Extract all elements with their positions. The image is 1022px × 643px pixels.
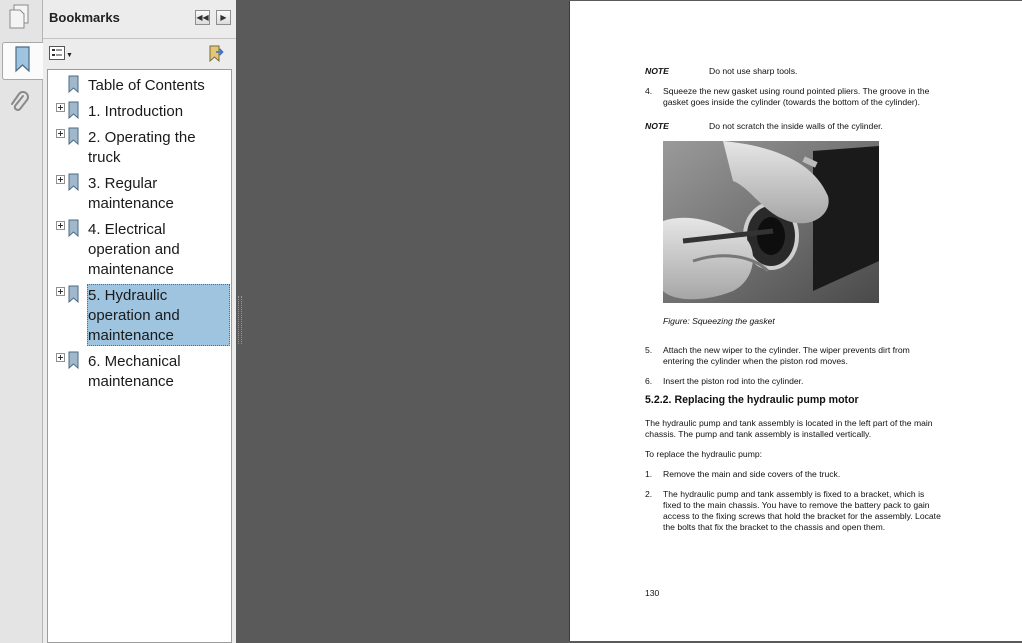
bookmark-icon [67,75,81,98]
panel-menu-button[interactable] [216,10,231,25]
note-text: Do not scratch the inside walls of the cylinder. [709,121,883,131]
step-number: 1. [645,469,653,479]
expand-plus-icon[interactable] [56,103,65,112]
step-text: Squeeze the new gasket using round pointed pliers. The groove in the gasket goes inside the cylinder (towards the bottom of the cylinder). [663,86,930,107]
bookmarks-panel-button[interactable] [2,42,43,80]
bookmark-label: 5. Hydraulic operation and maintenance [88,287,180,344]
expand-plus-icon[interactable] [56,221,65,230]
bookmark-label: Table of Contents [88,77,205,94]
chevron-down-icon: ▼ [66,52,73,59]
step-text: Remove the main and side covers of the truck. [663,469,841,479]
collapse-panel-button[interactable] [195,10,210,25]
bookmark-label: 3. Regular maintenance [88,175,174,212]
step-text: The hydraulic pump and tank assembly is fixed to a bracket, which is fixed to the main chassis. You have to remove the battery pack to gain access to the fixing screws that hold the bracket for the assembly. Locate the bolts that fix the bracket to the chassis and open them. [663,489,941,532]
expand-plus-icon[interactable] [56,175,65,184]
expand-plus-icon[interactable] [56,353,65,362]
note-label: NOTE [645,66,669,76]
navigation-rail [0,0,43,643]
paragraph: To replace the hydraulic pump: [645,449,763,459]
document-page [569,1,1022,641]
figure-caption: Figure: Squeezing the gasket [663,316,775,326]
bookmark-icon [67,351,81,374]
step-text: Attach the new wiper to the cylinder. The wiper prevents dirt from entering the cylinder when the piston rod moves. [663,345,910,366]
bookmark-label: 1. Introduction [88,103,184,120]
bookmark-icon [67,173,81,196]
paperclip-icon [8,90,30,121]
step-number: 6. [645,376,653,386]
options-list-icon [49,46,65,65]
step-number: 2. [645,489,653,499]
attachments-button[interactable] [4,90,34,120]
bookmark-icon [67,285,81,308]
pages-icon [7,4,31,35]
bookmarks-toolbar [43,39,236,69]
panel-title: Bookmarks [49,10,120,25]
expand-current-bookmark-button[interactable] [206,44,226,69]
bookmark-label: 4. Electrical operation and maintenance [88,221,180,278]
bookmark-tree [47,69,232,643]
splitter-grip[interactable] [238,296,242,344]
panel-header [43,0,236,39]
triangle-right-icon: ▶ [220,12,227,22]
double-chevron-left-icon: ◀◀ [196,12,209,22]
note-text: Do not use sharp tools. [709,66,798,76]
page-number: 130 [645,588,660,598]
bookmark-icon [67,127,81,150]
bookmark-icon [67,219,81,242]
step-number: 5. [645,345,653,355]
bookmark-icon [67,101,81,124]
step-number: 4. [645,86,653,96]
expand-plus-icon[interactable] [56,287,65,296]
figure-photo [663,141,879,303]
note-label: NOTE [645,121,669,131]
bookmark-label: 2. Operating the truck [88,129,196,166]
paragraph: The hydraulic pump and tank assembly is located in the left part of the main chassis. The pump and tank assembly is installed vertically. [645,418,933,439]
options-dropdown-button[interactable] [49,46,73,65]
pages-button[interactable] [4,4,34,34]
section-heading: 5.2.2. Replacing the hydraulic pump motor [645,394,859,406]
bookmarks-panel [43,0,236,643]
step-text: Insert the piston rod into the cylinder. [663,376,804,386]
expand-bookmark-icon [206,51,226,68]
bookmark-panel-icon [13,45,33,78]
expand-plus-icon[interactable] [56,129,65,138]
bookmark-label: 6. Mechanical maintenance [88,353,181,390]
